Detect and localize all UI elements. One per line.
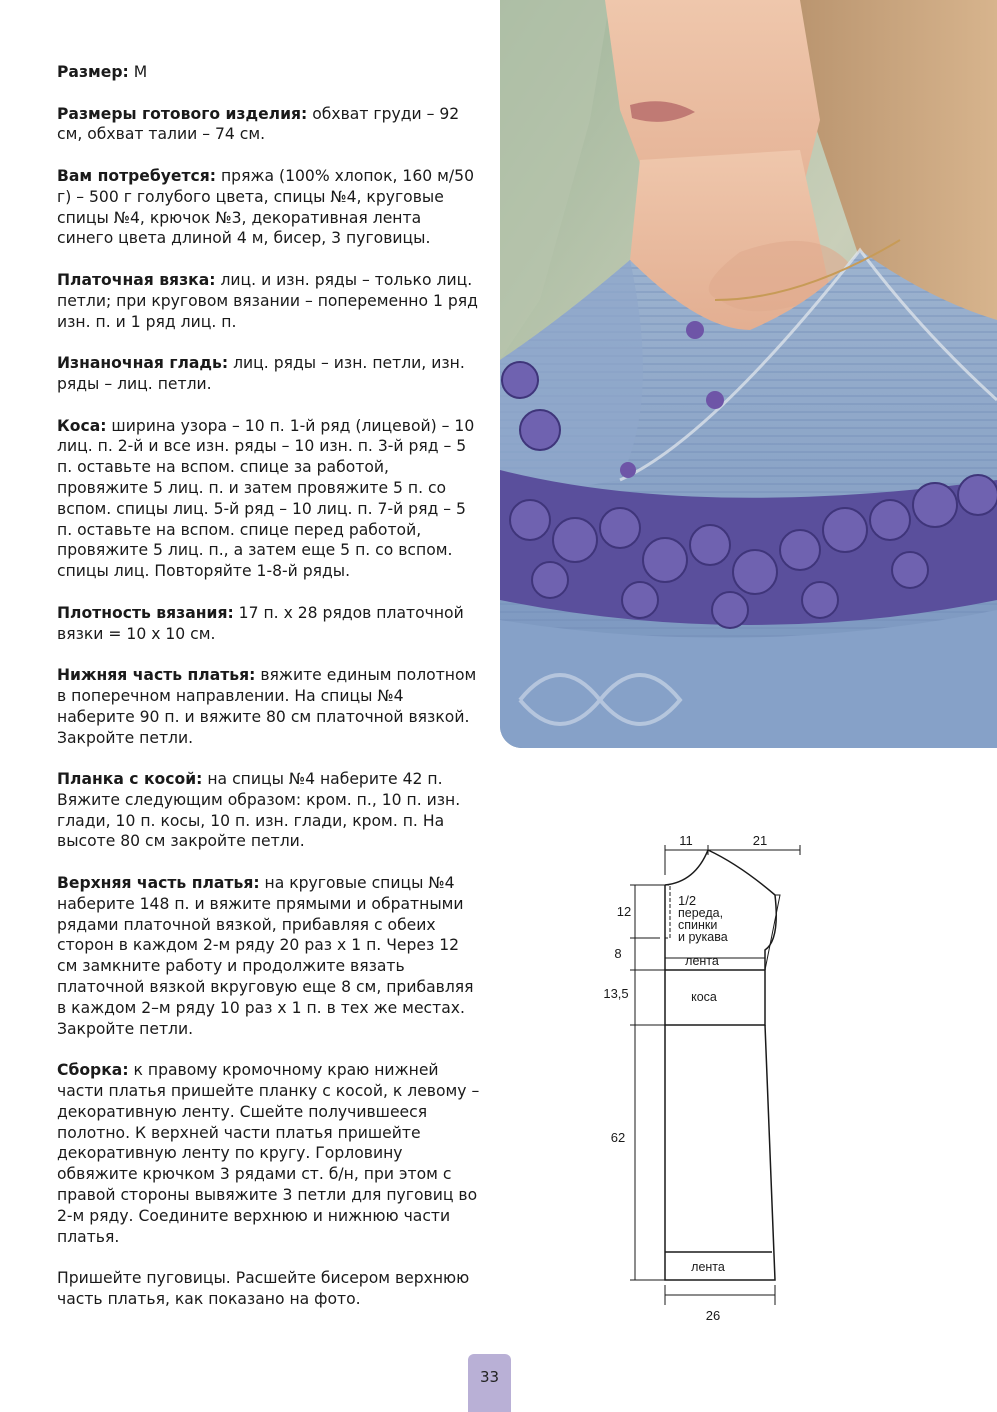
dim-bottom: 26 <box>705 1308 721 1323</box>
para-heading: Изнаночная гладь: <box>57 354 229 373</box>
label-front: переда, <box>678 906 724 920</box>
para-finished-size <box>57 104 482 146</box>
para-body: M <box>128 63 148 81</box>
para-cable-band <box>57 769 482 852</box>
dim-side-12: 12 <box>616 904 632 919</box>
para-body: к правому кромочному краю нижней части платья пришейте планку с косой, к левому – декоративную ленту. Сшейте получившееся полотно. К верхней части платья пришейте декоративную ленту по кругу. Горловину обвяжите крючком 3 рядами ст. б/н, при этом с правой стороны вывяжите 3 петли для пуговиц во 2-м ряду. Соедините верхнюю и нижнюю части платья. <box>57 1061 480 1246</box>
para-size <box>57 62 482 83</box>
para-body: 17 п. х 28 рядов платочной вязки = 10 х 10 см. <box>57 603 464 643</box>
para-materials <box>57 166 482 249</box>
para-body: лиц. ряды – изн. петли, изн. ряды – лиц. петли. <box>57 354 465 393</box>
model-photo <box>500 0 997 748</box>
pattern-schematic <box>590 820 830 1330</box>
para-reverse-stockinette <box>57 353 482 395</box>
para-heading: Вам потребуется: <box>57 166 217 185</box>
para-lower-part <box>57 665 482 748</box>
para-body: вяжите единым полотном в поперечном направлении. На спицы №4 наберите 90 п. и вяжите 80 см платочной вязкой. Закройте петли. <box>57 666 477 747</box>
dim-top-left: 11 <box>679 833 693 848</box>
page-number: 33 <box>468 1354 511 1412</box>
para-body: на круговые спицы №4 наберите 148 п. и вяжите прямыми и обратными рядами платочной вязкой, прибавляя с обеих сторон в каждом 2-м ряду 20 раз х 1 п. Через 12 см замкните работу и продолжите вязать платочной вязкой вкруговую еще 8 см, прибавляя в каждом 2–м ряду 10 раз х 1 п. в тех же местах. Закройте петли. <box>57 874 474 1038</box>
para-heading: Размер: <box>57 63 129 81</box>
label-braid: коса <box>691 990 717 1004</box>
dim-side-8: 8 <box>614 946 622 961</box>
dim-top-right: 21 <box>752 833 768 848</box>
para-body: на спицы №4 наберите 42 п. Вяжите следующим образом: кром. п., 10 п. изн. глади, 10 п. косы, 10 п. изн. глади, кром. п. На высоте 80 см закройте петли. <box>57 770 461 851</box>
instructions-column <box>57 62 482 1331</box>
para-cable <box>57 416 482 582</box>
dim-side-13-5: 13,5 <box>603 986 629 1001</box>
para-garter-stitch <box>57 270 482 332</box>
para-body: ширина узора – 10 п. 1-й ряд (лицевой) – 10 лиц. п. 2-й и все изн. ряды – 10 изн. п. 3-й ряд – 5 п. оставьте на вспом. спице за работой, провяжите 5 лиц. п. и затем провяжите 5 п. со вспом. спицы лиц. 5-й ряд – 10 лиц. п. 7-й ряд – 5 п. оставьте на вспом. спице перед работой, провяжите 5 лиц. п., а затем еще 5 п. со вспом. спицы лиц. Повторяйте 1-8-й ряды. <box>57 416 475 581</box>
para-body: обхват груди – 92 см, обхват талии – 74 см. <box>57 104 460 144</box>
para-heading: Размеры готового изделия: <box>57 104 308 123</box>
para-upper-part <box>57 873 482 1039</box>
para-assembly <box>57 1060 482 1247</box>
para-heading: Верхняя часть платья: <box>57 874 260 893</box>
para-finishing <box>57 1268 482 1310</box>
para-heading: Коса: <box>57 416 107 435</box>
para-body: Пришейте пуговицы. Расшейте бисером верхнюю часть платья, как показано на фото. <box>57 1269 470 1309</box>
para-body: лиц. и изн. ряды – только лиц. петли; при круговом вязании – попеременно 1 ряд изн. п. и 1 ряд лиц. п. <box>57 270 478 331</box>
para-heading: Сборка: <box>57 1061 129 1080</box>
label-band-bottom: лента <box>691 1260 725 1274</box>
para-heading: Нижняя часть платья: <box>57 666 256 685</box>
para-gauge <box>57 603 482 645</box>
para-heading: Платочная вязка: <box>57 270 216 289</box>
label-half: 1/2 <box>678 893 697 908</box>
para-heading: Плотность вязания: <box>57 603 234 622</box>
para-heading: Планка с косой: <box>57 770 203 789</box>
label-sleeve: и рукава <box>678 930 728 944</box>
para-body: пряжа (100% хлопок, 160 м/50 г) – 500 г голубого цвета, спицы №4, круговые спицы №4, крючок №3, декоративная лента синего цвета длиной 4 м, бисер, 3 пуговицы. <box>57 166 475 248</box>
label-band-top: лента <box>685 954 719 968</box>
label-back: спинки <box>678 918 718 932</box>
dim-side-62: 62 <box>610 1130 626 1145</box>
